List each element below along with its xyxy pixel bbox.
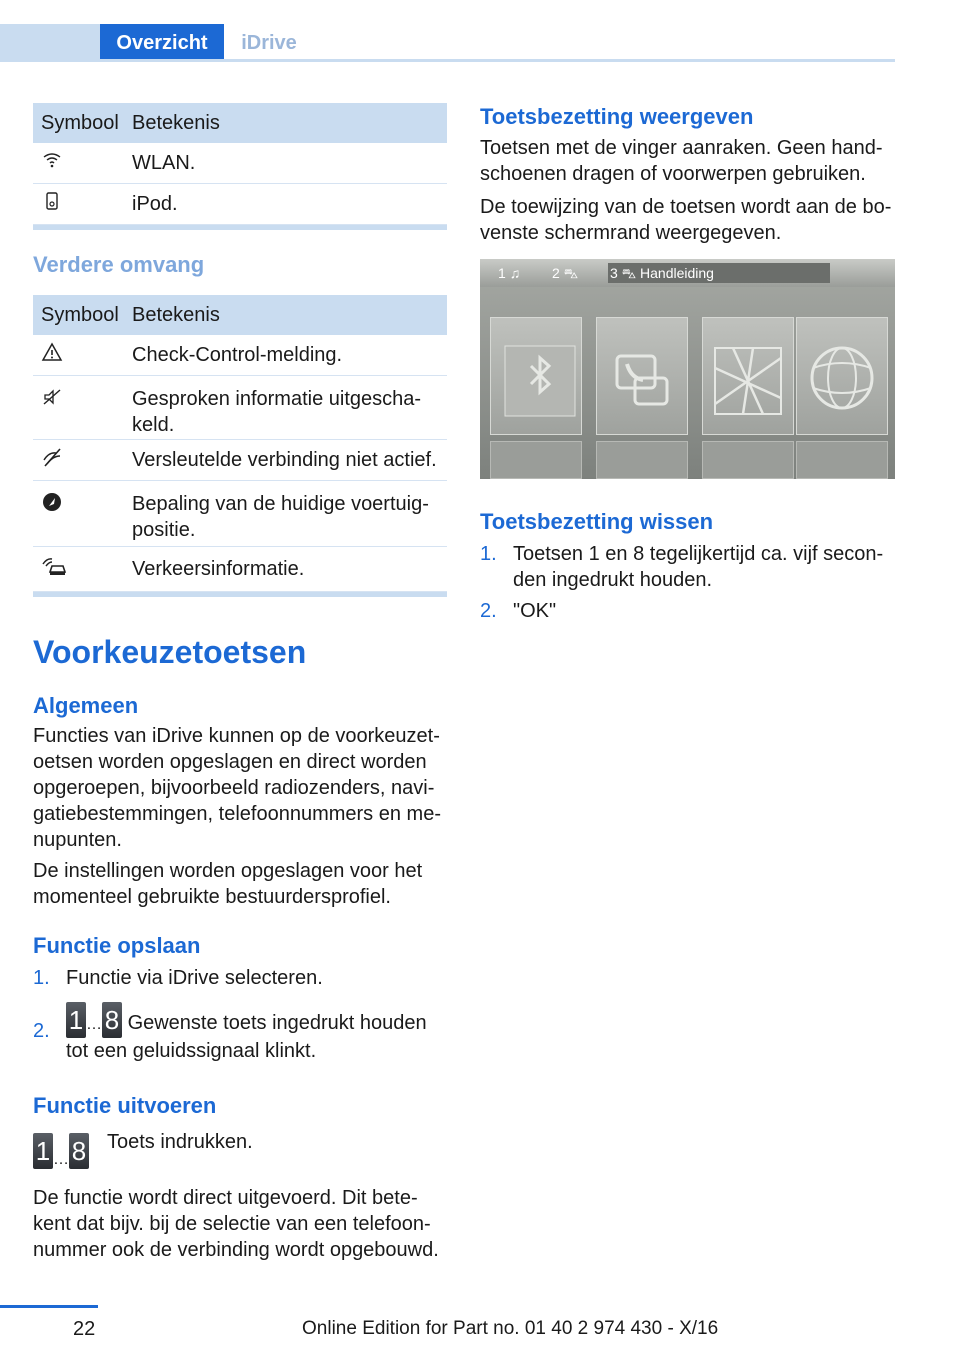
table-header [33, 103, 447, 143]
page-title: Voorkeuzetoetsen [33, 634, 307, 670]
list-number: 2. [33, 1020, 50, 1042]
list-text: Gewenste toets ingedrukt houden tot een geluidssignaal klinkt. [66, 1012, 427, 1062]
heading-toetsbezetting-wissen: Toetsbezetting wissen [480, 509, 714, 534]
list-number: 1. [480, 543, 497, 565]
paragraph-show-2: De toewijzing van de toetsen wordt aan de bo-venste schermrand weergegeven. [480, 196, 892, 244]
list-item [33, 1002, 448, 1072]
edition-note: Online Edition for Part no. 01 40 2 974 430 - X/16 [302, 1318, 719, 1339]
list-item [480, 541, 895, 593]
table-row [33, 184, 447, 225]
paragraph-general-2: De instellingen worden opgeslagen voor het momenteel gebruikte bestuurdersprofiel. [33, 860, 423, 908]
row-text: Verkeersinformatie. [132, 558, 305, 580]
row-text: Versleutelde verbinding niet actief. [132, 449, 437, 471]
car-icon: ⛍ [621, 265, 637, 281]
table-row [33, 481, 447, 547]
list-item [33, 965, 448, 991]
symbol-table-2 [33, 295, 447, 597]
warning-triangle-icon [41, 341, 63, 363]
tab-idrive[interactable]: iDrive [241, 32, 297, 54]
table-row [33, 376, 447, 440]
table-row [33, 335, 447, 376]
preset-key-1-icon: 1 [66, 1002, 86, 1038]
list-number: 1. [33, 967, 50, 989]
table-header [33, 295, 447, 335]
footer-rule [0, 1305, 98, 1308]
idrive-screen-image [480, 259, 895, 479]
list-text: "OK" [513, 600, 557, 622]
header-bar [0, 0, 895, 62]
row-text: iPod. [132, 193, 178, 215]
key-ellipsis: … [53, 1151, 69, 1168]
table-row [33, 547, 447, 592]
traffic-info-icon [41, 555, 69, 577]
car-icon: ⛍ [563, 265, 579, 281]
header-left-block [0, 24, 100, 62]
paragraph-general-1: Functies van iDrive kunnen op de voorkeuzet-oetsen worden opgeslagen en direct worden opgeroepen, bijvoorbeeld radiozenders, navi-gatiebestemmingen, telefoonnummers en me-nupunten. [33, 725, 441, 851]
col-betekenis: Betekenis [132, 303, 220, 326]
tile-bluetooth [490, 317, 582, 435]
list-text: Functie via iDrive selecteren. [66, 967, 323, 989]
ipod-icon [41, 190, 63, 212]
music-note-icon: ♫ [509, 265, 521, 281]
list-number: 2. [480, 600, 497, 622]
tile-globe [796, 317, 888, 435]
col-betekenis: Betekenis [132, 111, 220, 134]
speech-off-icon [41, 386, 63, 408]
heading-toetsbezetting-weergeven: Toetsbezetting weergeven [480, 104, 754, 129]
heading-algemeen: Algemeen [33, 693, 139, 718]
globe-icon [797, 318, 887, 434]
execute-text: Toets indrukken. [107, 1131, 253, 1153]
encryption-off-icon [41, 446, 63, 468]
table-row [33, 143, 447, 184]
key-ellipsis: … [86, 1016, 102, 1033]
heading-functie-uitvoeren: Functie uitvoeren [33, 1093, 217, 1118]
row-text: Gesproken informatie uitgescha-keld. [132, 388, 422, 436]
position-arrow-icon [41, 491, 63, 513]
screen-tab-3: 3 ⛍ Handleiding [608, 263, 830, 283]
heading-functie-opslaan: Functie opslaan [33, 933, 201, 958]
bluetooth-icon [491, 318, 581, 434]
page-number: 22 [73, 1318, 96, 1340]
screen-tab-1: 1 ♫ [498, 265, 521, 281]
phone-icon [597, 318, 687, 434]
symbol-table-1 [33, 103, 447, 230]
paragraph-show-1: Toetsen met de vinger aanraken. Geen hand-schoenen dragen of voorwerpen gebruiken. [480, 137, 883, 185]
header-rule [0, 59, 895, 62]
table-row [33, 440, 447, 481]
col-symbool: Symbool [41, 111, 119, 134]
screen-tab-2: 2 ⛍ [552, 265, 579, 281]
section-verdere-omvang: Verdere omvang [33, 252, 205, 277]
row-text: Check-Control-melding. [132, 344, 343, 366]
tile-phone [596, 317, 688, 435]
preset-key-8-icon: 8 [102, 1002, 122, 1038]
paragraph-execute: De functie wordt direct uitgevoerd. Dit bete-kent dat bijv. bij de selectie van een telefoon-nummer ook de verbinding wordt opgebouwd. [33, 1187, 439, 1261]
list-item [480, 598, 895, 624]
tab-overzicht[interactable]: Overzicht [100, 24, 224, 62]
row-text: WLAN. [132, 152, 196, 174]
col-symbool: Symbool [41, 303, 119, 326]
wlan-icon [41, 149, 63, 171]
table-bottom-rule [33, 225, 447, 230]
table-bottom-rule [33, 592, 447, 597]
list-text: Toetsen 1 en 8 tegelijkertijd ca. vijf secon-den ingedrukt houden. [513, 543, 884, 591]
tile-navigation [702, 317, 794, 435]
row-text: Bepaling van de huidige voertuig-positie. [132, 493, 429, 541]
screen-preset-bar [480, 259, 895, 287]
preset-key-1-icon: 1 [33, 1133, 53, 1169]
preset-key-8-icon: 8 [69, 1133, 89, 1169]
map-icon [703, 318, 793, 434]
